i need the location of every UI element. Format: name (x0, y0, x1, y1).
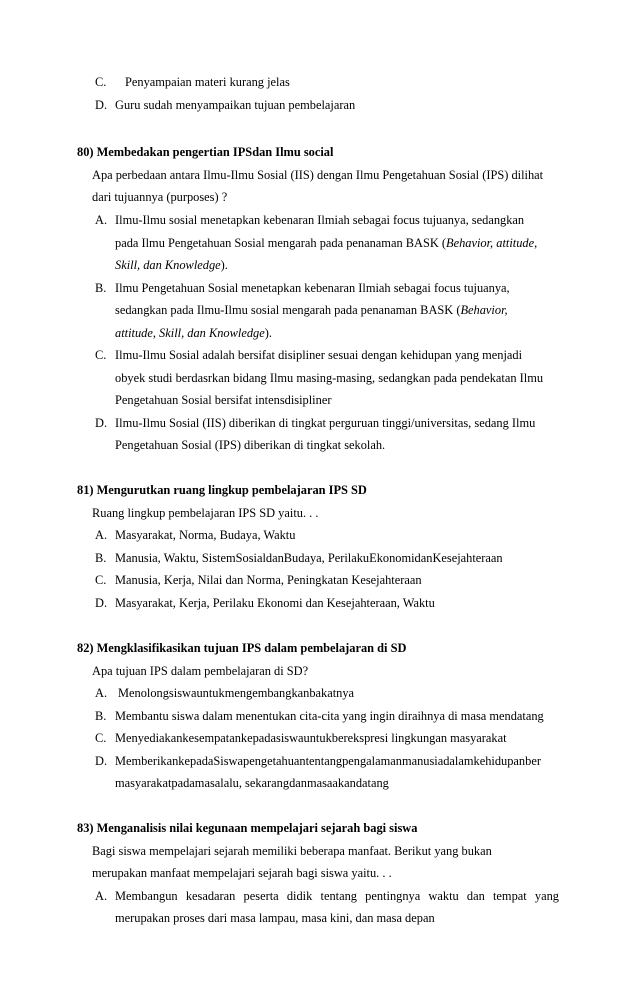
q82-option-c-text: Menyediakankesempatankepadasiswauntukberekspresi lingkungan masyarakat (115, 731, 507, 745)
q80-option-c-line-3: Pengetahuan Sosial bersifat intensdisipliner (115, 393, 332, 407)
q83-option-a-line-2: merupakan proses dari masa lampau, masa kini, dan masa depan (115, 911, 435, 925)
q80-option-a-line-2 (115, 235, 537, 251)
q80-option-a-label: A. (95, 213, 108, 227)
q81-option-d-label: D. (95, 596, 108, 610)
q82-option-d-line-2: masyarakatpadamasalalu, sekarangdanmasaakandatang (115, 776, 389, 790)
q81-option-b-text: Manusia, Waktu, SistemSosialdanBudaya, PerilakuEkonomidanKesejahteraan (115, 551, 503, 565)
q79-option-c-text: Penyampaian materi kurang jelas (125, 75, 290, 89)
q80-question-line-1: Apa perbedaan antara Ilmu-Ilmu Sosial (IIS) dengan Ilmu Pengetahuan Sosial (IPS) dilihat (92, 168, 544, 182)
q80-option-c-label: C. (95, 348, 107, 362)
q80-option-a-line-2-plain: pada Ilmu Pengetahuan Sosial mengarah pada penanaman BASK ( (115, 236, 447, 250)
q81-option-a-text: Masyarakat, Norma, Budaya, Waktu (115, 528, 296, 542)
q80-option-a-line-1: Ilmu-Ilmu sosial menetapkan kebenaran Ilmiah sebagai focus tujuanya, sedangkan (115, 213, 525, 227)
q83-question-line-2: merupakan manfaat mempelajari sejarah bagi siswa yaitu. . . (92, 866, 392, 880)
q79-option-d-text: Guru sudah menyampaikan tujuan pembelajaran (115, 98, 356, 112)
q80-option-a-line-3 (115, 257, 228, 273)
q81-option-b-label: B. (95, 551, 107, 565)
q83-title: 83) Menganalisis nilai kegunaan mempelajari sejarah bagi siswa (77, 821, 418, 835)
q83-option-a-line-1: Membangun kesadaran peserta didik tentang pentingnya waktu dan tempat yang (115, 889, 559, 903)
q79-option-c-label: C. (95, 75, 107, 89)
q80-option-b-label: B. (95, 281, 107, 295)
q80-option-b-line-3-italic: attitude, Skill, dan Knowledge (115, 326, 265, 340)
q80-option-b-line-2-plain: sedangkan pada Ilmu-Ilmu sosial mengarah pada penanaman BASK ( (115, 303, 461, 317)
q82-option-a-label: A. (95, 686, 108, 700)
q80-option-b-line-3 (115, 325, 272, 341)
q80-option-c-line-2: obyek studi berdasrkan bidang Ilmu masing-masing, sedangkan pada pendekatan Ilmu (115, 371, 544, 385)
q80-option-d-line-2: Pengetahuan Sosial (IPS) diberikan di tingkat sekolah. (115, 438, 386, 452)
q82-option-d-line-1: MemberikankepadaSiswapengetahuantentangpengalamanmanusiadalamkehidupanber (115, 754, 541, 768)
q80-option-b-line-2 (115, 302, 508, 318)
q80-question-line-2: dari tujuannya (purposes) ? (92, 190, 228, 204)
q83-option-a-label: A. (95, 889, 108, 903)
q81-option-c-label: C. (95, 573, 107, 587)
q82-option-b-label: B. (95, 709, 107, 723)
q80-option-b-line-3-end: ). (264, 326, 272, 340)
q80-title: 80) Membedakan pengertian IPSdan Ilmu social (77, 145, 334, 159)
q80-option-d-line-1: Ilmu-Ilmu Sosial (IIS) diberikan di tingkat perguruan tinggi/universitas, sedang Ilmu (115, 416, 536, 430)
q80-option-a-line-2-italic: Behavior, attitude, (446, 236, 538, 250)
q82-option-d-label: D. (95, 754, 108, 768)
q82-option-b-text: Membantu siswa dalam menentukan cita-cita yang ingin diraihnya di masa mendatang (115, 709, 544, 723)
q81-option-c-text: Manusia, Kerja, Nilai dan Norma, Peningkatan Kesejahteraan (115, 573, 422, 587)
q79-option-d-label: D. (95, 98, 108, 112)
q81-option-a-label: A. (95, 528, 108, 542)
q82-question: Apa tujuan IPS dalam pembelajaran di SD? (92, 664, 309, 678)
q81-option-d-text: Masyarakat, Kerja, Perilaku Ekonomi dan Kesejahteraan, Waktu (115, 596, 435, 610)
q81-question: Ruang lingkup pembelajaran IPS SD yaitu. . . (92, 506, 319, 520)
q80-option-d-label: D. (95, 416, 108, 430)
q80-option-b-line-1: Ilmu Pengetahuan Sosial menetapkan kebenaran Ilmiah sebagai focus tujuanya, (115, 281, 510, 295)
q81-title: 81) Mengurutkan ruang lingkup pembelajaran IPS SD (77, 483, 367, 497)
q80-option-b-line-2-italic: Behavior, (460, 303, 508, 317)
q80-option-a-line-3-italic: Skill, dan Knowledge (115, 258, 221, 272)
q80-option-c-line-1: Ilmu-Ilmu Sosial adalah bersifat disipliner sesuai dengan kehidupan yang menjadi (115, 348, 523, 362)
q82-title: 82) Mengklasifikasikan tujuan IPS dalam pembelajaran di SD (77, 641, 407, 655)
q82-option-a-text: Menolongsiswauntukmengembangkanbakatnya (118, 686, 355, 700)
q82-option-c-label: C. (95, 731, 107, 745)
q83-question-line-1: Bagi siswa mempelajari sejarah memiliki beberapa manfaat. Berikut yang bukan (92, 844, 492, 858)
q80-option-a-line-3-end: ). (220, 258, 228, 272)
